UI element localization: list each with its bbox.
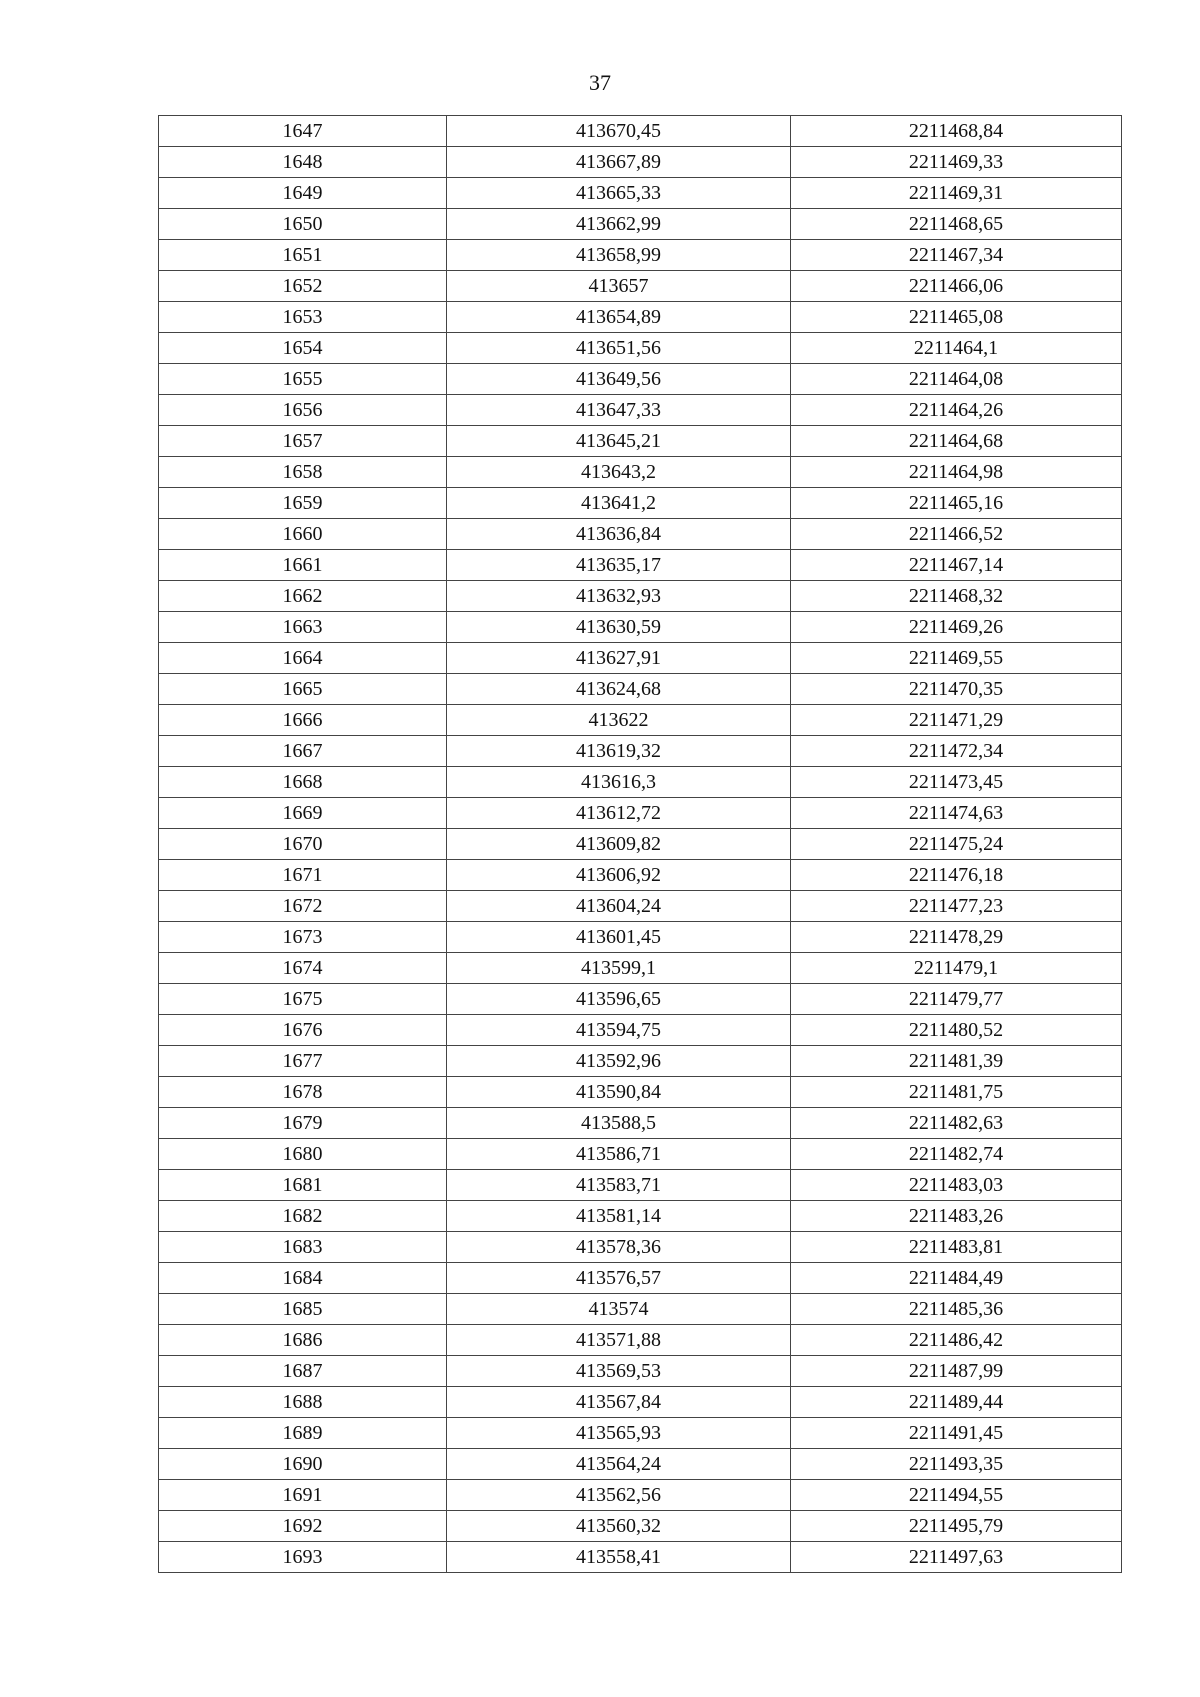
x-coordinate-cell: 413564,24 (447, 1449, 791, 1480)
point-number-cell: 1673 (159, 922, 447, 953)
x-coordinate-cell: 413662,99 (447, 209, 791, 240)
point-number-cell: 1668 (159, 767, 447, 798)
table-row (159, 395, 1122, 426)
x-coordinate-cell: 413670,45 (447, 116, 791, 147)
y-coordinate-cell: 2211481,39 (791, 1046, 1122, 1077)
y-coordinate-cell: 2211468,32 (791, 581, 1122, 612)
table-row (159, 581, 1122, 612)
point-number-cell: 1677 (159, 1046, 447, 1077)
point-number-cell: 1678 (159, 1077, 447, 1108)
x-coordinate-cell: 413667,89 (447, 147, 791, 178)
table-row (159, 829, 1122, 860)
table-row (159, 209, 1122, 240)
table-row (159, 1449, 1122, 1480)
y-coordinate-cell: 2211468,65 (791, 209, 1122, 240)
x-coordinate-cell: 413576,57 (447, 1263, 791, 1294)
table-row (159, 1511, 1122, 1542)
x-coordinate-cell: 413596,65 (447, 984, 791, 1015)
point-number-cell: 1655 (159, 364, 447, 395)
y-coordinate-cell: 2211493,35 (791, 1449, 1122, 1480)
point-number-cell: 1665 (159, 674, 447, 705)
table-row (159, 116, 1122, 147)
x-coordinate-cell: 413654,89 (447, 302, 791, 333)
point-number-cell: 1689 (159, 1418, 447, 1449)
table-row (159, 953, 1122, 984)
table-row (159, 612, 1122, 643)
x-coordinate-cell: 413578,36 (447, 1232, 791, 1263)
y-coordinate-cell: 2211481,75 (791, 1077, 1122, 1108)
coordinates-table (158, 115, 1122, 1573)
y-coordinate-cell: 2211497,63 (791, 1542, 1122, 1573)
table-row (159, 271, 1122, 302)
table-row (159, 457, 1122, 488)
y-coordinate-cell: 2211475,24 (791, 829, 1122, 860)
point-number-cell: 1685 (159, 1294, 447, 1325)
table-row (159, 1480, 1122, 1511)
x-coordinate-cell: 413643,2 (447, 457, 791, 488)
table-row (159, 1170, 1122, 1201)
table-row (159, 519, 1122, 550)
x-coordinate-cell: 413574 (447, 1294, 791, 1325)
y-coordinate-cell: 2211473,45 (791, 767, 1122, 798)
y-coordinate-cell: 2211472,34 (791, 736, 1122, 767)
point-number-cell: 1650 (159, 209, 447, 240)
point-number-cell: 1672 (159, 891, 447, 922)
table-row (159, 488, 1122, 519)
point-number-cell: 1654 (159, 333, 447, 364)
x-coordinate-cell: 413651,56 (447, 333, 791, 364)
coordinates-table-body (159, 116, 1122, 1573)
table-row (159, 1325, 1122, 1356)
y-coordinate-cell: 2211464,68 (791, 426, 1122, 457)
point-number-cell: 1676 (159, 1015, 447, 1046)
x-coordinate-cell: 413599,1 (447, 953, 791, 984)
y-coordinate-cell: 2211464,98 (791, 457, 1122, 488)
y-coordinate-cell: 2211485,36 (791, 1294, 1122, 1325)
table-row (159, 426, 1122, 457)
y-coordinate-cell: 2211469,55 (791, 643, 1122, 674)
page-number: 37 (589, 70, 611, 95)
x-coordinate-cell: 413558,41 (447, 1542, 791, 1573)
x-coordinate-cell: 413624,68 (447, 674, 791, 705)
x-coordinate-cell: 413658,99 (447, 240, 791, 271)
table-row (159, 1108, 1122, 1139)
table-row (159, 240, 1122, 271)
point-number-cell: 1649 (159, 178, 447, 209)
y-coordinate-cell: 2211483,81 (791, 1232, 1122, 1263)
y-coordinate-cell: 2211480,52 (791, 1015, 1122, 1046)
table-row (159, 302, 1122, 333)
x-coordinate-cell: 413636,84 (447, 519, 791, 550)
table-row (159, 147, 1122, 178)
point-number-cell: 1667 (159, 736, 447, 767)
x-coordinate-cell: 413567,84 (447, 1387, 791, 1418)
y-coordinate-cell: 2211464,08 (791, 364, 1122, 395)
point-number-cell: 1687 (159, 1356, 447, 1387)
x-coordinate-cell: 413645,21 (447, 426, 791, 457)
point-number-cell: 1659 (159, 488, 447, 519)
point-number-cell: 1671 (159, 860, 447, 891)
table-row (159, 1387, 1122, 1418)
x-coordinate-cell: 413647,33 (447, 395, 791, 426)
point-number-cell: 1656 (159, 395, 447, 426)
table-row (159, 1263, 1122, 1294)
y-coordinate-cell: 2211464,1 (791, 333, 1122, 364)
point-number-cell: 1661 (159, 550, 447, 581)
y-coordinate-cell: 2211466,06 (791, 271, 1122, 302)
point-number-cell: 1686 (159, 1325, 447, 1356)
table-row (159, 1356, 1122, 1387)
x-coordinate-cell: 413562,56 (447, 1480, 791, 1511)
table-row (159, 1201, 1122, 1232)
x-coordinate-cell: 413581,14 (447, 1201, 791, 1232)
y-coordinate-cell: 2211474,63 (791, 798, 1122, 829)
point-number-cell: 1652 (159, 271, 447, 302)
table-row (159, 1139, 1122, 1170)
table-row (159, 550, 1122, 581)
y-coordinate-cell: 2211478,29 (791, 922, 1122, 953)
y-coordinate-cell: 2211482,63 (791, 1108, 1122, 1139)
y-coordinate-cell: 2211479,1 (791, 953, 1122, 984)
x-coordinate-cell: 413601,45 (447, 922, 791, 953)
x-coordinate-cell: 413583,71 (447, 1170, 791, 1201)
x-coordinate-cell: 413590,84 (447, 1077, 791, 1108)
point-number-cell: 1662 (159, 581, 447, 612)
table-row (159, 798, 1122, 829)
table-row (159, 984, 1122, 1015)
x-coordinate-cell: 413665,33 (447, 178, 791, 209)
x-coordinate-cell: 413630,59 (447, 612, 791, 643)
point-number-cell: 1651 (159, 240, 447, 271)
y-coordinate-cell: 2211494,55 (791, 1480, 1122, 1511)
y-coordinate-cell: 2211469,26 (791, 612, 1122, 643)
table-row (159, 922, 1122, 953)
table-row (159, 705, 1122, 736)
point-number-cell: 1682 (159, 1201, 447, 1232)
x-coordinate-cell: 413606,92 (447, 860, 791, 891)
point-number-cell: 1669 (159, 798, 447, 829)
point-number-cell: 1670 (159, 829, 447, 860)
y-coordinate-cell: 2211465,16 (791, 488, 1122, 519)
x-coordinate-cell: 413604,24 (447, 891, 791, 922)
table-row (159, 178, 1122, 209)
x-coordinate-cell: 413657 (447, 271, 791, 302)
point-number-cell: 1691 (159, 1480, 447, 1511)
y-coordinate-cell: 2211483,03 (791, 1170, 1122, 1201)
x-coordinate-cell: 413619,32 (447, 736, 791, 767)
y-coordinate-cell: 2211483,26 (791, 1201, 1122, 1232)
y-coordinate-cell: 2211469,33 (791, 147, 1122, 178)
y-coordinate-cell: 2211466,52 (791, 519, 1122, 550)
point-number-cell: 1658 (159, 457, 447, 488)
point-number-cell: 1663 (159, 612, 447, 643)
point-number-cell: 1683 (159, 1232, 447, 1263)
table-row (159, 333, 1122, 364)
x-coordinate-cell: 413632,93 (447, 581, 791, 612)
point-number-cell: 1688 (159, 1387, 447, 1418)
x-coordinate-cell: 413641,2 (447, 488, 791, 519)
point-number-cell: 1648 (159, 147, 447, 178)
x-coordinate-cell: 413569,53 (447, 1356, 791, 1387)
table-row (159, 1015, 1122, 1046)
y-coordinate-cell: 2211468,84 (791, 116, 1122, 147)
point-number-cell: 1675 (159, 984, 447, 1015)
y-coordinate-cell: 2211482,74 (791, 1139, 1122, 1170)
table-row (159, 1046, 1122, 1077)
y-coordinate-cell: 2211489,44 (791, 1387, 1122, 1418)
point-number-cell: 1657 (159, 426, 447, 457)
y-coordinate-cell: 2211467,14 (791, 550, 1122, 581)
table-row (159, 1077, 1122, 1108)
point-number-cell: 1681 (159, 1170, 447, 1201)
x-coordinate-cell: 413588,5 (447, 1108, 791, 1139)
table-row (159, 1542, 1122, 1573)
x-coordinate-cell: 413627,91 (447, 643, 791, 674)
x-coordinate-cell: 413635,17 (447, 550, 791, 581)
y-coordinate-cell: 2211471,29 (791, 705, 1122, 736)
y-coordinate-cell: 2211464,26 (791, 395, 1122, 426)
point-number-cell: 1674 (159, 953, 447, 984)
table-row (159, 736, 1122, 767)
table-row (159, 1294, 1122, 1325)
x-coordinate-cell: 413622 (447, 705, 791, 736)
x-coordinate-cell: 413616,3 (447, 767, 791, 798)
table-row (159, 1232, 1122, 1263)
y-coordinate-cell: 2211476,18 (791, 860, 1122, 891)
point-number-cell: 1666 (159, 705, 447, 736)
y-coordinate-cell: 2211484,49 (791, 1263, 1122, 1294)
x-coordinate-cell: 413565,93 (447, 1418, 791, 1449)
y-coordinate-cell: 2211495,79 (791, 1511, 1122, 1542)
point-number-cell: 1660 (159, 519, 447, 550)
x-coordinate-cell: 413560,32 (447, 1511, 791, 1542)
y-coordinate-cell: 2211467,34 (791, 240, 1122, 271)
x-coordinate-cell: 413594,75 (447, 1015, 791, 1046)
x-coordinate-cell: 413571,88 (447, 1325, 791, 1356)
y-coordinate-cell: 2211469,31 (791, 178, 1122, 209)
y-coordinate-cell: 2211486,42 (791, 1325, 1122, 1356)
table-row (159, 1418, 1122, 1449)
table-row (159, 860, 1122, 891)
y-coordinate-cell: 2211477,23 (791, 891, 1122, 922)
point-number-cell: 1679 (159, 1108, 447, 1139)
x-coordinate-cell: 413612,72 (447, 798, 791, 829)
x-coordinate-cell: 413586,71 (447, 1139, 791, 1170)
table-row (159, 643, 1122, 674)
y-coordinate-cell: 2211465,08 (791, 302, 1122, 333)
point-number-cell: 1693 (159, 1542, 447, 1573)
point-number-cell: 1653 (159, 302, 447, 333)
y-coordinate-cell: 2211470,35 (791, 674, 1122, 705)
x-coordinate-cell: 413609,82 (447, 829, 791, 860)
x-coordinate-cell: 413592,96 (447, 1046, 791, 1077)
y-coordinate-cell: 2211491,45 (791, 1418, 1122, 1449)
point-number-cell: 1680 (159, 1139, 447, 1170)
point-number-cell: 1647 (159, 116, 447, 147)
table-row (159, 674, 1122, 705)
table-row (159, 767, 1122, 798)
point-number-cell: 1690 (159, 1449, 447, 1480)
point-number-cell: 1664 (159, 643, 447, 674)
point-number-cell: 1692 (159, 1511, 447, 1542)
table-row (159, 364, 1122, 395)
y-coordinate-cell: 2211479,77 (791, 984, 1122, 1015)
point-number-cell: 1684 (159, 1263, 447, 1294)
table-row (159, 891, 1122, 922)
x-coordinate-cell: 413649,56 (447, 364, 791, 395)
y-coordinate-cell: 2211487,99 (791, 1356, 1122, 1387)
